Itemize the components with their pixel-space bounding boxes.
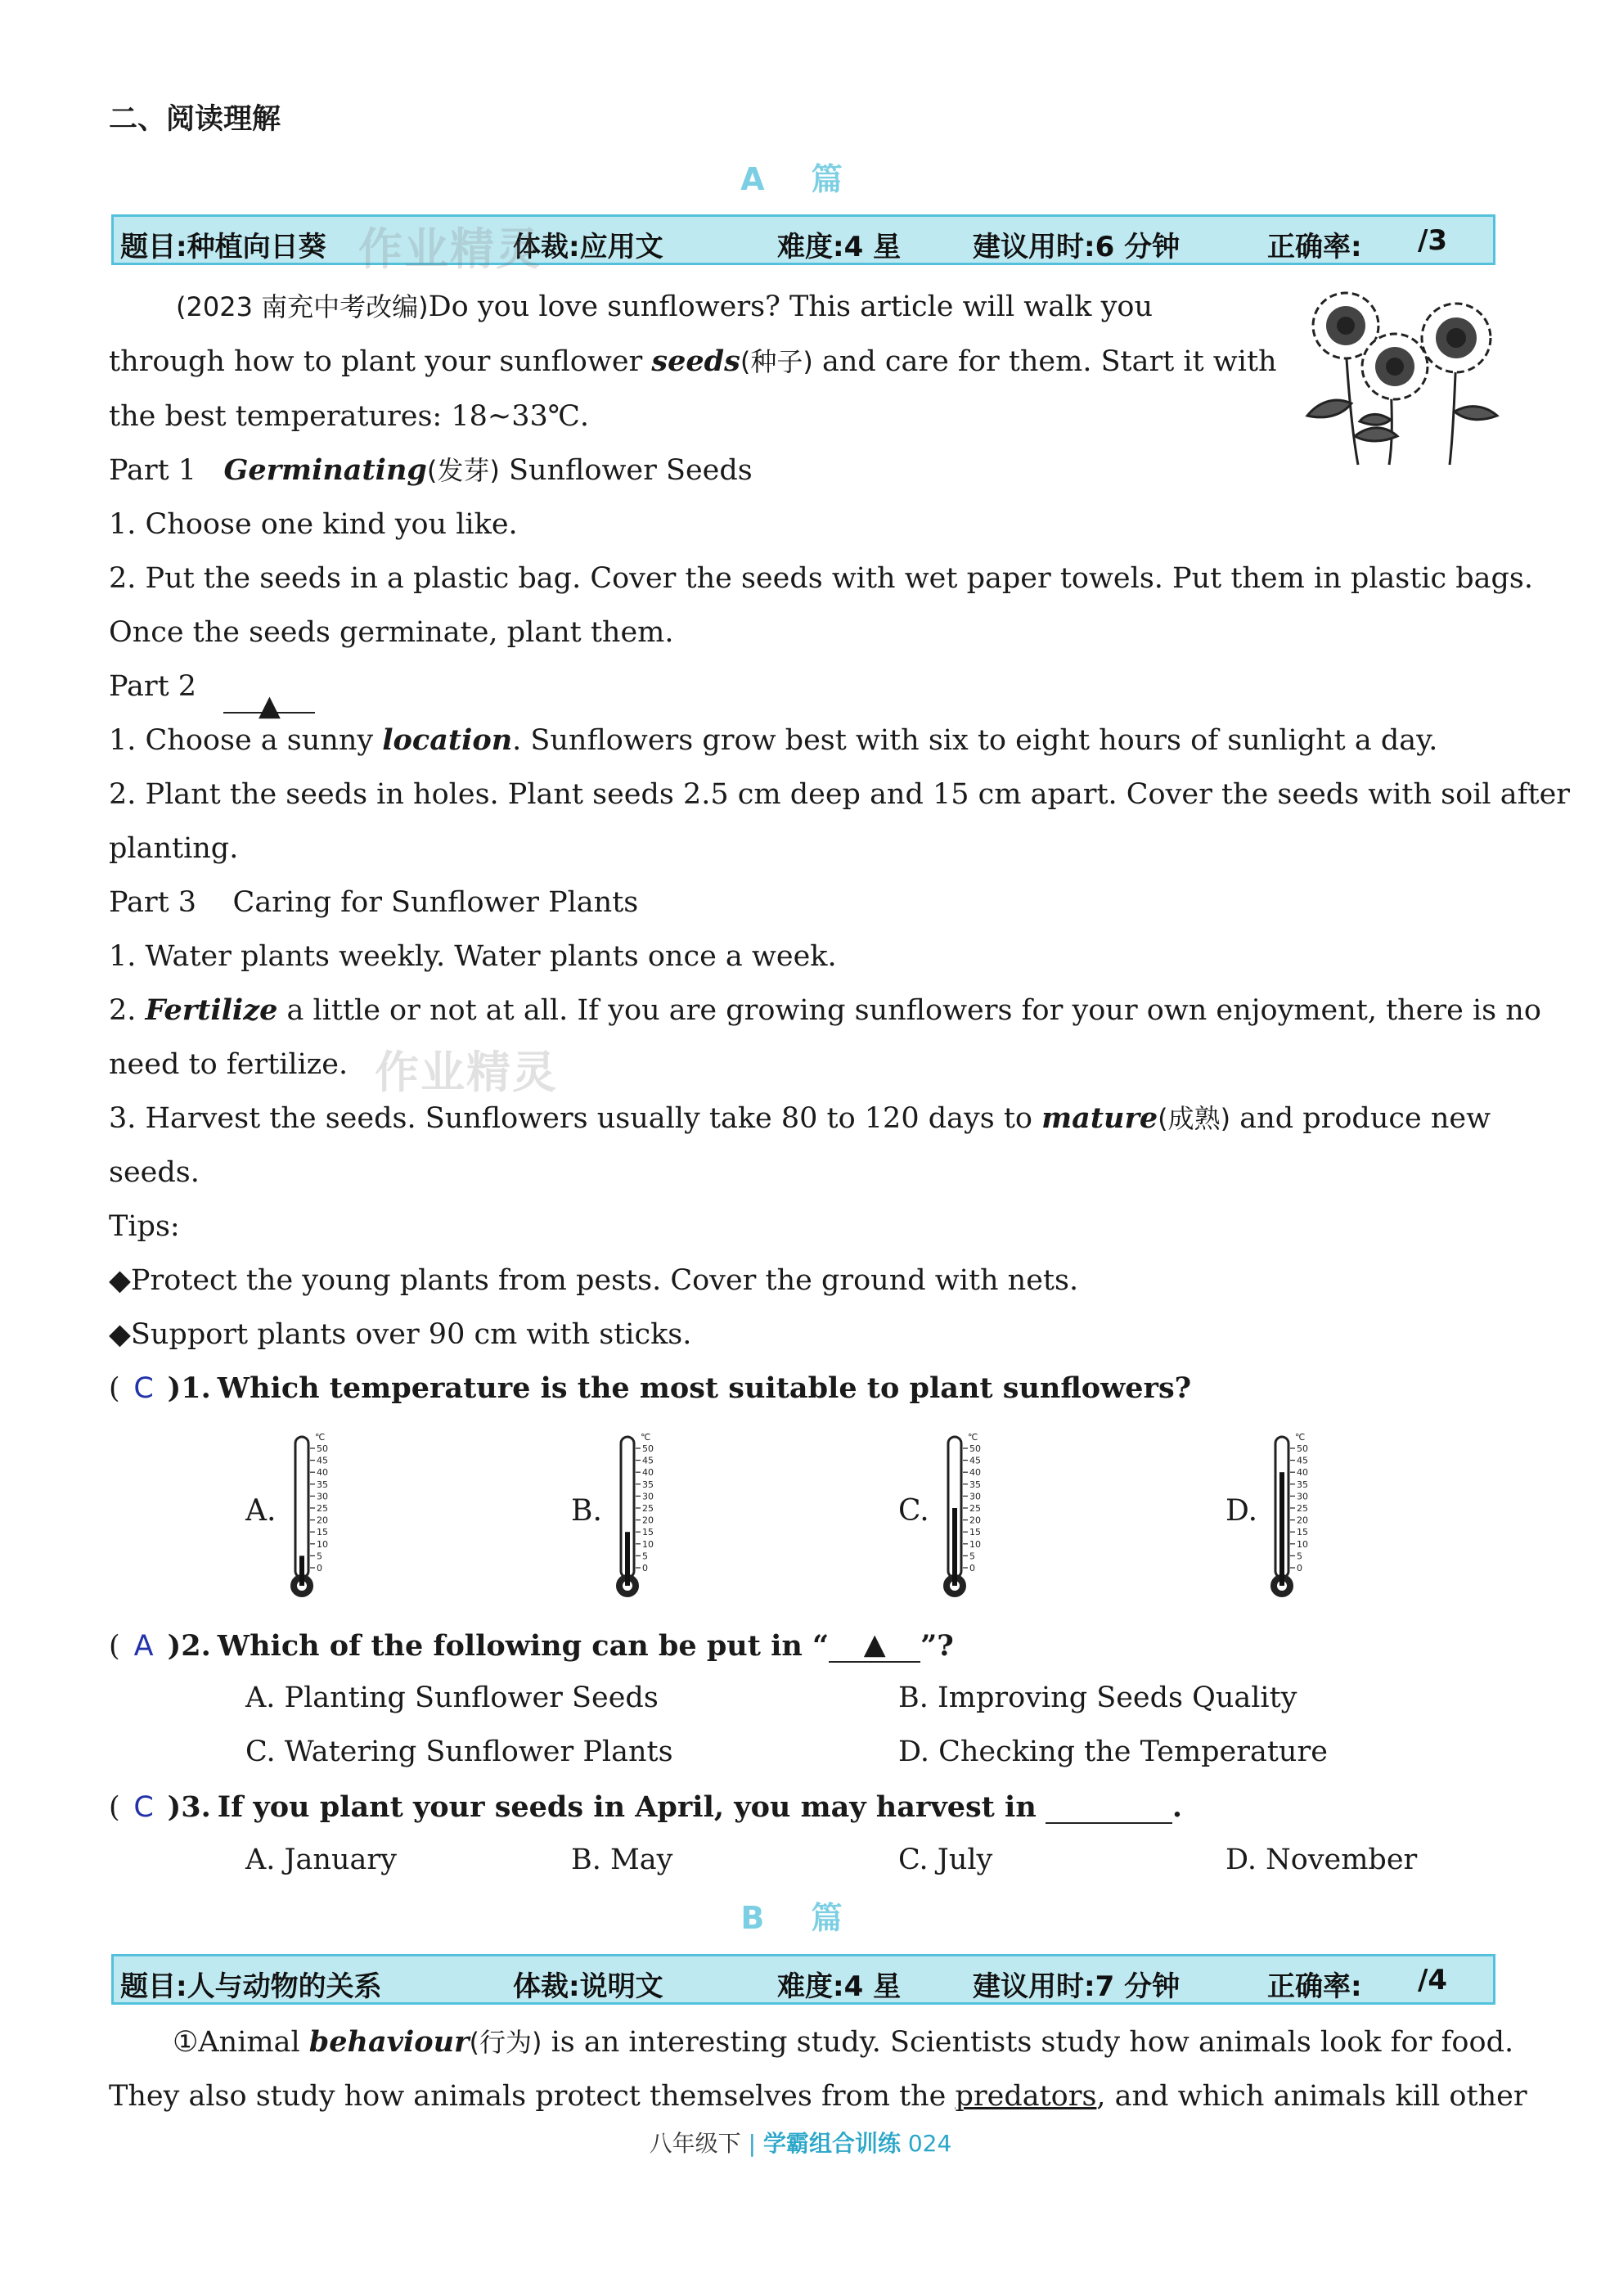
question-1-text: Which temperature is the most suitable to plant sunflowers? xyxy=(217,1371,1192,1405)
thermometer-tick-label: 25 xyxy=(317,1503,328,1514)
info-accuracy-label: 正确率: xyxy=(1267,231,1362,263)
part1-item-1: 1. Choose one kind you like. xyxy=(109,508,518,541)
passage-b-line-2 xyxy=(109,2069,1527,2123)
thermometer-tick-label: 40 xyxy=(969,1467,981,1479)
thermometer-unit: ℃ xyxy=(641,1432,651,1443)
thermometer-unit: ℃ xyxy=(1295,1432,1306,1443)
thermometer-tick-label: 20 xyxy=(317,1515,328,1526)
info-accuracy-label: 正确率: xyxy=(1267,1970,1362,2003)
thermometer-tick-label: 45 xyxy=(1297,1455,1308,1466)
answer-2: A xyxy=(133,1630,154,1663)
thermometer-tick-label: 15 xyxy=(317,1527,328,1538)
q2-option-c[interactable]: C. Watering Sunflower Plants xyxy=(245,1736,673,1768)
passage-b-line-1 xyxy=(173,2015,1513,2069)
thermometer-tick-label: 30 xyxy=(969,1491,981,1502)
info-genre: 体裁:说明文 xyxy=(513,1970,663,2003)
passage-b-line-1b: is an interesting study. Scientists study how animals look for food. xyxy=(542,2026,1514,2059)
thermometer-tick-label: 50 xyxy=(317,1443,328,1454)
q1-option-b-label[interactable]: B. xyxy=(571,1494,602,1528)
footer-grade: 八年级下 xyxy=(649,2130,741,2157)
footer-brand: 学霸组合训练 xyxy=(762,2130,901,2157)
intro-line-1 xyxy=(176,280,1153,334)
thermometer-tick-label: 50 xyxy=(969,1443,981,1454)
section-title: 二、阅读理解 xyxy=(109,103,281,136)
vocab-mature-cn: (成熟) xyxy=(1158,1103,1231,1134)
thermometer-mercury xyxy=(299,1555,304,1586)
part3-item-2-num: 2. xyxy=(109,994,146,1027)
question-2-number: )2. xyxy=(167,1629,211,1663)
thermometer-tick-label: 30 xyxy=(642,1491,654,1502)
passage-b-tag: B 篇 xyxy=(740,1900,861,1936)
q1-option-c-label[interactable]: C. xyxy=(898,1494,929,1528)
question-2-text-a: Which of the following can be put in “ xyxy=(217,1629,830,1663)
question-3-number: )3. xyxy=(167,1790,211,1824)
thermometer-d xyxy=(1270,1430,1328,1606)
info-accuracy-value: /3 xyxy=(1418,224,1448,257)
info-time: 建议用时:7 分钟 xyxy=(973,1970,1181,2003)
q1-option-a-label[interactable]: A. xyxy=(245,1494,277,1528)
thermometer-tick-label: 10 xyxy=(642,1538,654,1550)
thermometer-tick-label: 20 xyxy=(642,1515,654,1526)
part3-item-3a: 3. Harvest the seeds. Sunflowers usually take 80 to 120 days to xyxy=(109,1102,1042,1135)
part2-item-1a: 1. Choose a sunny xyxy=(109,724,383,757)
part3-item-1: 1. Water plants weekly. Water plants once a week. xyxy=(109,940,837,973)
intro-text-2a: through how to plant your sunflower xyxy=(109,345,652,378)
thermometer-unit: ℃ xyxy=(968,1432,978,1443)
part2-item-1 xyxy=(109,714,1437,768)
question-3-text: If you plant your seeds in April, you may harvest in xyxy=(217,1790,1037,1824)
info-accuracy-value: /4 xyxy=(1418,1964,1448,1997)
thermometer-tick-label: 10 xyxy=(317,1538,328,1550)
thermometer-tick-label: 15 xyxy=(642,1527,654,1538)
thermometer-tick-label: 10 xyxy=(1297,1538,1308,1550)
thermometer-tick-label: 5 xyxy=(969,1551,975,1562)
question-2-text-b: ”? xyxy=(920,1629,954,1663)
q2-option-b[interactable]: B. Improving Seeds Quality xyxy=(898,1681,1297,1714)
question-2-blank: ▲ xyxy=(829,1628,920,1663)
question-1-number: )1. xyxy=(167,1371,211,1405)
thermometer-tick-label: 25 xyxy=(969,1503,981,1514)
sunflower-head-center xyxy=(1362,334,1428,399)
thermometer-tick-label: 50 xyxy=(1297,1443,1308,1454)
tips-label: Tips: xyxy=(109,1210,180,1243)
info-difficulty: 难度:4 星 xyxy=(777,231,902,263)
q3-option-b[interactable]: B. May xyxy=(571,1844,673,1876)
q3-option-a[interactable]: A. January xyxy=(245,1844,397,1876)
intro-line-2 xyxy=(109,335,1277,389)
tip-1: ◆Protect the young plants from pests. Cover the ground with nets. xyxy=(109,1264,1079,1297)
page-footer xyxy=(0,2126,1601,2159)
thermometer-tick-label: 40 xyxy=(1297,1467,1308,1479)
part3-item-2b: need to fertilize. xyxy=(109,1048,349,1081)
paren-open: ( xyxy=(109,1372,120,1405)
thermometer-tick-label: 15 xyxy=(969,1527,981,1538)
intro-text-1: Do you love sunflowers? This article will walk you xyxy=(428,290,1154,323)
part1-heading xyxy=(109,443,753,497)
part2-item-1b: . Sunflowers grow best with six to eight hours of sunlight a day. xyxy=(512,724,1438,757)
info-topic: 题目:种植向日葵 xyxy=(120,231,326,263)
thermometer-tick-label: 15 xyxy=(1297,1527,1308,1538)
part2-item-2b: planting. xyxy=(109,832,239,865)
thermometer-tick-label: 0 xyxy=(1297,1563,1302,1573)
paren-open: ( xyxy=(109,1630,120,1663)
question-1 xyxy=(109,1371,1191,1405)
thermometer-tick-label: 20 xyxy=(969,1515,981,1526)
info-time: 建议用时:6 分钟 xyxy=(973,231,1181,263)
intro-text-2b: and care for them. Start it with xyxy=(812,345,1277,378)
thermometer-tick-label: 45 xyxy=(317,1455,328,1466)
sunflower-illustration xyxy=(1301,281,1505,473)
thermometer-tick-label: 0 xyxy=(969,1563,975,1573)
part1-rest: Sunflower Seeds xyxy=(499,454,753,487)
thermometer-tick-label: 45 xyxy=(642,1455,654,1466)
thermometer-b xyxy=(616,1430,673,1606)
part3-item-2-rest: a little or not at all. If you are growing sunflowers for your own enjoyment, there is no xyxy=(277,994,1541,1027)
tip-2: ◆Support plants over 90 cm with sticks. xyxy=(109,1318,692,1351)
thermometer-c xyxy=(943,1430,1001,1606)
footer-divider: | xyxy=(748,2130,757,2157)
footer-page-number: 024 xyxy=(907,2130,952,2157)
thermometer-mercury xyxy=(1279,1472,1284,1586)
thermometer-tick-label: 35 xyxy=(969,1479,981,1490)
vocab-predators: predators xyxy=(955,2080,1097,2113)
part3-item-3c: seeds. xyxy=(109,1156,200,1189)
passage-a-info-bar xyxy=(111,214,1495,265)
thermometer-unit: ℃ xyxy=(315,1432,326,1443)
info-genre: 体裁:应用文 xyxy=(513,231,663,263)
thermometer-tick-label: 5 xyxy=(317,1551,322,1562)
vocab-behaviour: behaviour xyxy=(308,2025,470,2059)
thermometer-tick-label: 35 xyxy=(1297,1479,1308,1490)
thermometer-tick-label: 30 xyxy=(317,1491,328,1502)
paren-open: ( xyxy=(109,1791,120,1824)
answer-1: C xyxy=(133,1372,154,1405)
thermometer-tick-label: 35 xyxy=(317,1479,328,1490)
thermometer-tick-label: 0 xyxy=(317,1563,322,1573)
passage-b-line-1a: ①Animal xyxy=(173,2026,309,2059)
part3-heading: Part 3 Caring for Sunflower Plants xyxy=(109,886,639,919)
q2-option-a[interactable]: A. Planting Sunflower Seeds xyxy=(245,1681,659,1714)
passage-b-line-2b: , and which animals kill other xyxy=(1096,2080,1527,2113)
vocab-behaviour-cn: (行为) xyxy=(469,2027,542,2058)
question-3-blank xyxy=(1046,1790,1172,1824)
thermometer-tick-label: 30 xyxy=(1297,1491,1308,1502)
part2-item-2a: 2. Plant the seeds in holes. Plant seeds 2.5 cm deep and 15 cm apart. Cover the seeds with soil after xyxy=(109,778,1571,811)
thermometer-mercury xyxy=(625,1532,630,1586)
thermometer-tick-label: 5 xyxy=(1297,1551,1302,1562)
passage-b-line-2a: They also study how animals protect themselves from the xyxy=(109,2080,956,2113)
vocab-mature: mature xyxy=(1041,1101,1158,1135)
thermometer-tick-label: 40 xyxy=(642,1467,654,1479)
thermometer-tick-label: 20 xyxy=(1297,1515,1308,1526)
vocab-seeds: seeds xyxy=(651,344,740,378)
q3-option-c[interactable]: C. July xyxy=(898,1844,993,1876)
thermometer-tick-label: 45 xyxy=(969,1455,981,1466)
watermark: 作业精灵 xyxy=(358,223,542,275)
thermometer-tick-label: 5 xyxy=(642,1551,648,1562)
vocab-germinating: Germinating xyxy=(223,453,427,487)
thermometer-tick-label: 10 xyxy=(969,1538,981,1550)
vocab-germinating-cn: (发芽) xyxy=(426,455,500,486)
part1-item-2a: 2. Put the seeds in a plastic bag. Cover the seeds with wet paper towels. Put them in plastic bags. xyxy=(109,562,1533,595)
info-topic: 题目:人与动物的关系 xyxy=(120,1970,382,2003)
thermometer-tick-label: 40 xyxy=(317,1467,328,1479)
vocab-fertilize: Fertilize xyxy=(145,993,278,1027)
part3-item-3b: and produce new xyxy=(1230,1102,1491,1135)
passage-b-info-bar xyxy=(111,1954,1495,2005)
q2-option-d[interactable]: D. Checking the Temperature xyxy=(898,1736,1328,1768)
intro-source: (2023 南充中考改编) xyxy=(176,291,429,322)
answer-3: C xyxy=(133,1791,154,1824)
vocab-seeds-cn: (种子) xyxy=(740,346,813,377)
vocab-location: location xyxy=(382,723,513,757)
info-difficulty: 难度:4 星 xyxy=(777,1970,902,2003)
part2-label: Part 2 xyxy=(109,670,197,703)
q1-option-d-label[interactable]: D. xyxy=(1225,1494,1258,1528)
question-3-text-end: . xyxy=(1172,1790,1183,1824)
part2-heading xyxy=(109,660,315,723)
thermometer-tick-label: 35 xyxy=(642,1479,654,1490)
part2-blank: ▲ xyxy=(223,679,315,714)
question-2 xyxy=(109,1628,954,1663)
intro-line-3: the best temperatures: 18~33℃. xyxy=(109,400,590,433)
q3-option-d[interactable]: D. November xyxy=(1225,1844,1418,1876)
watermark: 作业精灵 xyxy=(375,1047,558,1098)
thermometer-tick-label: 50 xyxy=(642,1443,654,1454)
question-3 xyxy=(109,1790,1182,1824)
part1-label: Part 1 xyxy=(109,454,197,487)
part1-item-2b: Once the seeds germinate, plant them. xyxy=(109,616,674,649)
passage-a-tag: A 篇 xyxy=(740,161,861,197)
part3-item-2 xyxy=(109,984,1541,1038)
part3-item-3 xyxy=(109,1092,1491,1146)
thermometer-tick-label: 25 xyxy=(642,1503,654,1514)
thermometer-mercury xyxy=(952,1508,957,1586)
thermometer-tick-label: 0 xyxy=(642,1563,648,1573)
thermometer-tick-label: 25 xyxy=(1297,1503,1308,1514)
thermometer-a xyxy=(290,1430,348,1606)
sunflower-head-right xyxy=(1422,304,1491,372)
